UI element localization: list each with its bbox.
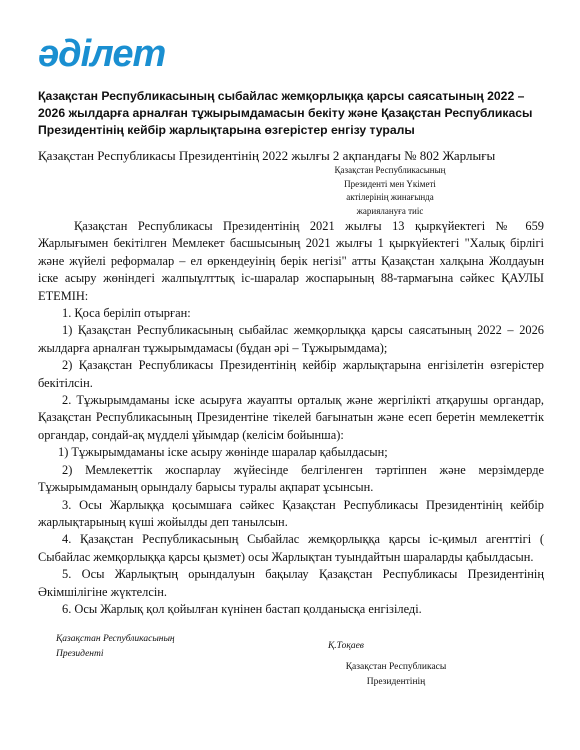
- paragraph-2-2: 2) Мемлекеттік жоспарлау жүйесінде белгіленген тәртіппен және мерзімдерде Тұжырымдаманың орындалу барысы туралы ақпарат ұсынсын.: [38, 462, 544, 495]
- paragraph-5: 5. Осы Жарлықтың орындалуын бақылау Қазақстан Республикасы Президентінің Әкімшілігіне жүктелсін.: [38, 567, 544, 599]
- signatory-name: Қ.Тоқаев: [328, 641, 364, 651]
- note-line: актілерінің жинағында: [346, 192, 434, 202]
- paragraph-3: 3. Осы Жарлыққа қосымшаға сәйкес Қазақстан Республикасы Президентінің кейбір жарлықтарының күші жойылды деп танылсын.: [38, 497, 544, 529]
- paragraph-2-1: 1) Тұжырымдаманы іске асыру жөнінде шаралар қабылдасын;: [58, 445, 388, 460]
- note-line: Қазақстан Республикасының: [334, 165, 446, 175]
- document-body: [38, 218, 544, 618]
- paragraph-1-2: 2) Қазақстан Республикасы Президентінің кейбір жарлықтарына енгізілетін өзгерістер бекітілсін.: [38, 358, 544, 390]
- decree-line: Қазақстан Республикасы Президентінің 2022 жылғы 2 ақпандағы № 802 Жарлығы: [38, 148, 496, 163]
- signature-right-line: Қазақстан Республикасы: [345, 662, 447, 672]
- logo-text: әділет: [38, 33, 166, 75]
- paragraph-2: 2. Тұжырымдаманы іске асыруға жауапты орталық және жергілікті атқарушы органдар, Қазақстан Республикасының Президентіне тікелей бағынатын және есеп беретін мемлекеттік органдар, сондай-ақ мүдделі ұйымдар (келісім бойынша):: [38, 393, 544, 442]
- adilet-logo[interactable]: [38, 30, 178, 78]
- note-line: Президенті мен Үкіметі: [344, 178, 436, 189]
- paragraph-6: 6. Осы Жарлық қол қойылған күнінен бастап қолданысқа енгізіледі.: [62, 601, 422, 616]
- paragraph-1: 1. Қоса беріліп отырған:: [62, 306, 191, 321]
- signature-left-line: Президенті: [56, 649, 104, 659]
- publication-note: [325, 164, 455, 218]
- signature-left: [56, 632, 175, 662]
- paragraph-4: 4. Қазақстан Республикасының Сыбайлас жемқорлыққа қарсы іс-қимыл агенттігі ( Сыбайлас жемқорлыққа қарсы қызмет) осы Жарлықтан туындайтын шараларды қабылдасын.: [38, 532, 544, 564]
- paragraph-preamble: Қазақстан Республикасы Президентінің 2021 жылғы 13 қыркүйектегі № 659 Жарлығымен бекітілген Мемлекет басшысының 2021 жылғы 1 қыркүйектегі "Халық бірлігі және жүйелі реформалар – ел өркендеуінің берік негізі" атты Қазақстан халқына Жолдауын іске асыру жөніндегі жалпыұлттық іс-шаралар жоспарының 88-тармағына сәйкес ҚАУЛЫ ЕТЕМІН:: [38, 219, 544, 303]
- document-title: Қазақстан Республикасының сыбайлас жемқорлыққа қарсы саясатының 2022 – 2026 жылдарға арналған тұжырымдамасын бекіту және Қазақстан Республикасы Президентінің кейбір жарлықтарына өзгерістер енгізу туралы: [38, 89, 533, 137]
- signature-right: [336, 660, 456, 690]
- signature-left-line: Қазақстан Республикасының: [56, 634, 175, 644]
- note-line: жариялануға тиіс: [356, 205, 424, 216]
- paragraph-1-1: 1) Қазақстан Республикасының сыбайлас жемқорлыққа қарсы саясатының 2022 – 2026 жылдарға арналған тұжырымдамасы (бұдан әрі – Тұжырымдама);: [38, 323, 544, 355]
- signature-right-line: Президентінің: [366, 677, 426, 687]
